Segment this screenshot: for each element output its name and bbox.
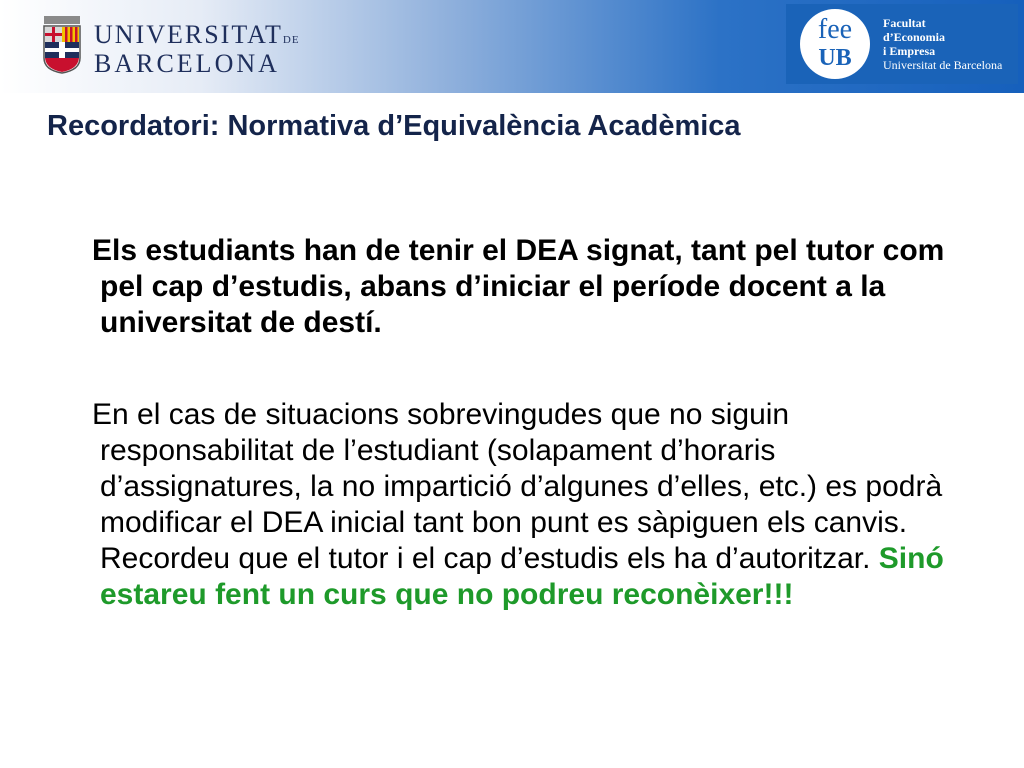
paragraph-body: En el cas de situacions sobrevingudes que no siguin responsabilitat de l’estudiant (solapament d’horaris d’assignatures, la no impartició d’algunes d’elles, etc.) es podrà modificar el DEA inicial tant bon punt es sàpiguen els canvis. Recordeu que el tutor i el cap d’estudis els ha d’autoritzar. <box>92 398 943 575</box>
ub-wordmark-bottom: BARCELONA <box>94 49 280 78</box>
fee-line: i Empresa <box>883 44 936 58</box>
warning-emphasis: Sinó estareu fent un curs que no podreu reconèixer!!! <box>100 542 944 611</box>
fee-line: Universitat de Barcelona <box>883 58 1003 72</box>
fee-badge-top: fee <box>817 14 853 45</box>
fee-badge-bottom: UB <box>818 45 852 71</box>
fee-ub-logo <box>786 4 1018 84</box>
fee-circle-badge <box>800 9 870 79</box>
fee-line: Facultat <box>883 16 926 30</box>
fee-faculty-name <box>883 16 1002 72</box>
paragraph-dea-modification <box>92 397 980 613</box>
ub-wordmark-top: UNIVERSITATDE <box>94 20 300 49</box>
slide-title: Recordatori: Normativa d’Equivalència Acadèmica <box>47 110 741 142</box>
ub-shield-icon <box>42 14 82 74</box>
fee-line: d’Economia <box>883 30 946 44</box>
universitat-barcelona-logo <box>40 14 300 80</box>
slide-header <box>0 0 1024 93</box>
paragraph-dea-signature: Els estudiants han de tenir el DEA signat, tant pel tutor com pel cap d’estudis, abans d’iniciar el període docent a la universitat de destí. <box>92 234 945 339</box>
